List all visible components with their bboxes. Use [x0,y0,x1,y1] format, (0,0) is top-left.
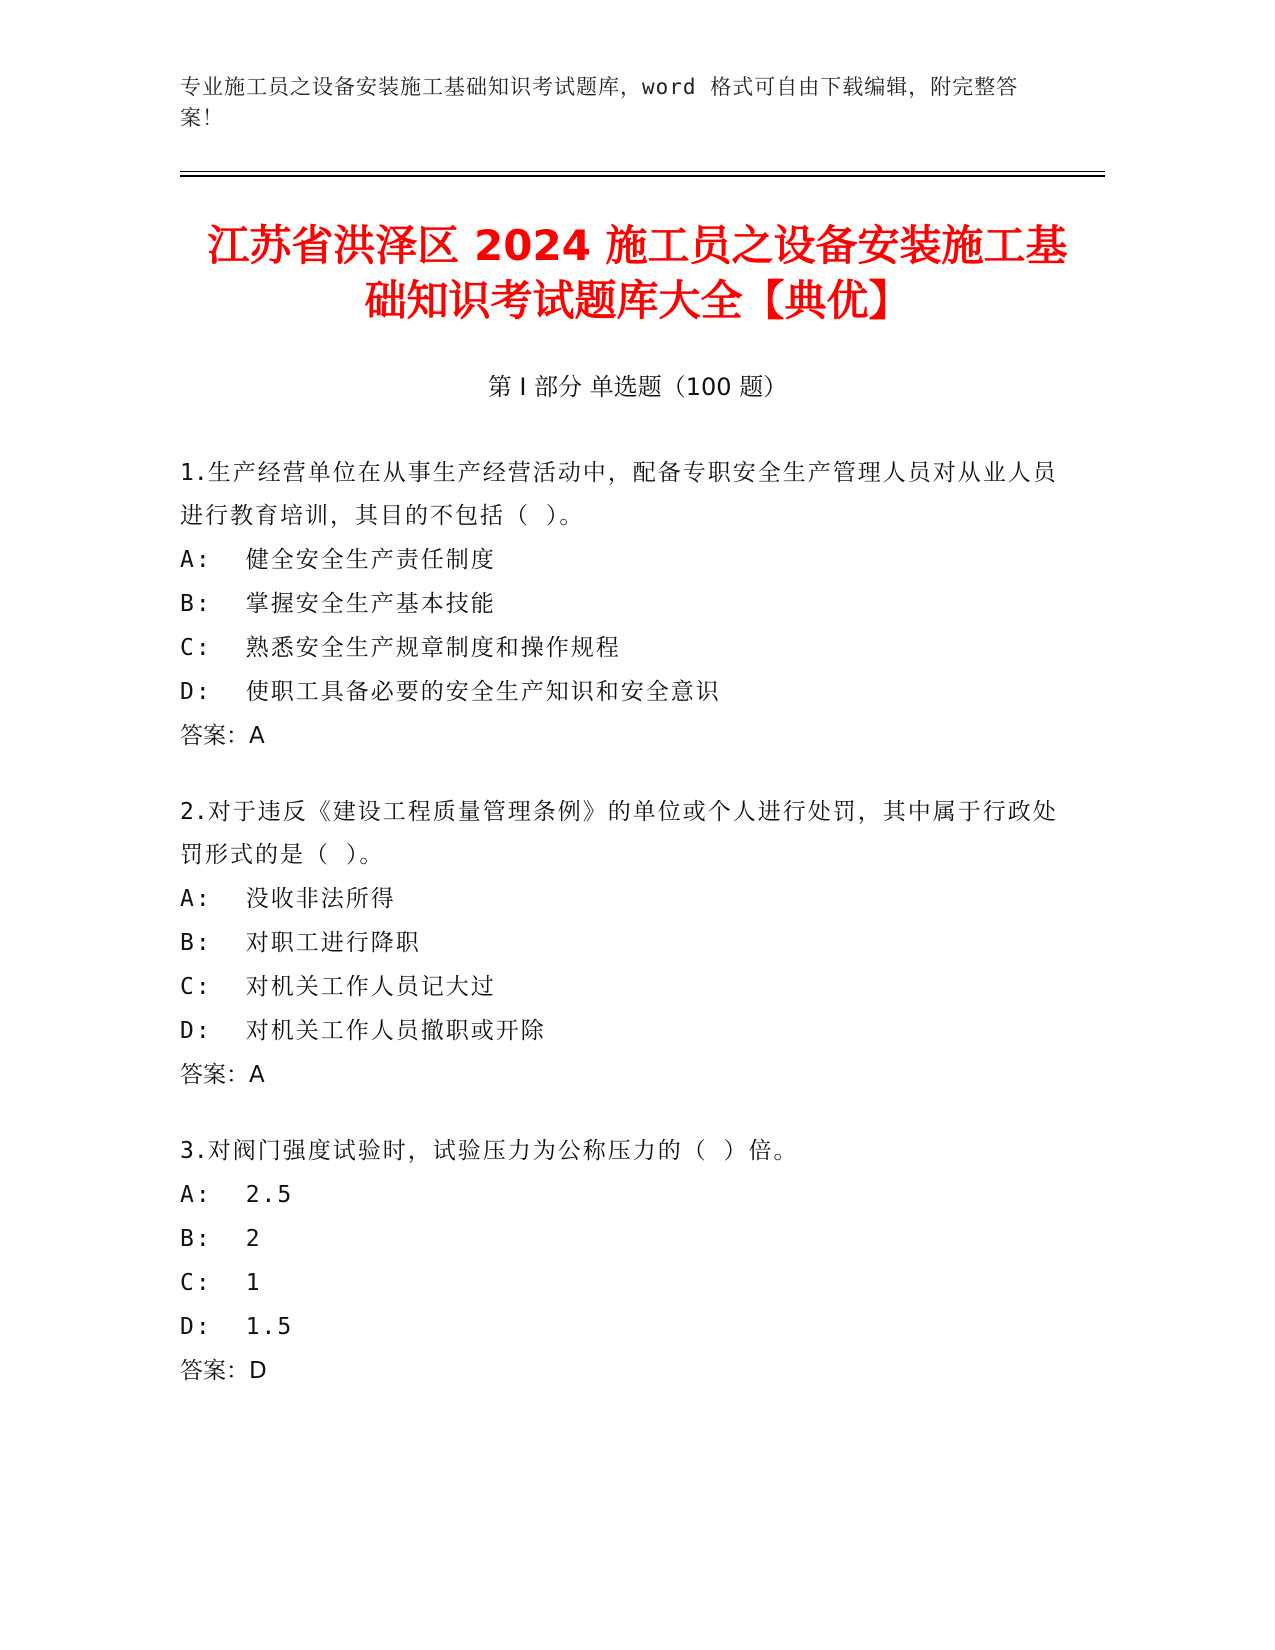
option-d [180,670,1080,714]
answer-label: 答案： [180,1062,249,1088]
question-number: 1. [180,460,208,486]
answer-value: A [249,1062,265,1088]
answer-line [180,1053,1080,1097]
option-text: 使职工具备必要的安全生产知识和安全意识 [245,679,721,705]
option-a [180,877,1080,921]
option-text: 1.5 [245,1314,294,1340]
question-stem [180,791,1080,877]
option-letter: B: [180,591,212,617]
header-rule-thin [180,171,1105,172]
document-title [150,218,1125,328]
question-list [180,452,1080,1426]
option-d [180,1009,1080,1053]
option-letter: A: [180,1182,212,1208]
question-number: 3. [180,1138,208,1164]
question-stem [180,1130,1080,1173]
header-rule-thick [180,175,1105,177]
option-text: 掌握安全生产基本技能 [245,591,496,617]
header-note: 专业施工员之设备安装施工基础知识考试题库，word 格式可自由下载编辑，附完整答案！ [180,75,1019,130]
answer-label: 答案： [180,723,249,749]
option-a [180,538,1080,582]
option-d [180,1305,1080,1349]
option-letter: B: [180,1226,212,1252]
document-title-line-1: 江苏省洪泽区 2024 施工员之设备安装施工基 [207,221,1068,270]
option-text: 1 [245,1270,262,1296]
answer-line [180,1349,1080,1393]
option-c [180,965,1080,1009]
question-1 [180,452,1080,758]
answer-value: D [249,1358,267,1384]
option-text: 健全安全生产责任制度 [245,547,496,573]
question-number: 2. [180,799,208,825]
option-text: 对机关工作人员撤职或开除 [245,1018,546,1044]
answer-value: A [249,723,265,749]
option-letter: D: [180,1018,212,1044]
option-text: 对职工进行降职 [245,930,421,956]
option-a [180,1173,1080,1217]
question-text: 对于违反《建设工程质量管理条例》的单位或个人进行处罚，其中属于行政处罚形式的是（ ）。 [180,799,1058,868]
option-text: 对机关工作人员记大过 [245,974,496,1000]
question-text: 生产经营单位在从事生产经营活动中，配备专职安全生产管理人员对从业人员进行教育培训，其目的不包括（ ）。 [180,460,1058,529]
option-letter: A: [180,886,212,912]
option-b [180,921,1080,965]
option-c [180,1261,1080,1305]
option-letter: C: [180,635,212,661]
option-text: 没收非法所得 [245,886,396,912]
option-text: 2 [245,1226,262,1252]
answer-label: 答案： [180,1358,249,1384]
option-b [180,582,1080,626]
option-c [180,626,1080,670]
answer-line [180,714,1080,758]
option-b [180,1217,1080,1261]
option-letter: D: [180,679,212,705]
question-stem [180,452,1080,538]
question-2 [180,791,1080,1097]
document-title-line-2: 础知识考试题库大全【典优】 [364,276,911,325]
option-letter: A: [180,547,212,573]
section-title: 第 I 部分 单选题（100 题） [487,373,788,401]
option-text: 熟悉安全生产规章制度和操作规程 [245,635,621,661]
option-text: 2.5 [245,1182,294,1208]
question-3 [180,1130,1080,1393]
option-letter: C: [180,974,212,1000]
option-letter: C: [180,1270,212,1296]
option-letter: B: [180,930,212,956]
question-text: 对阀门强度试验时，试验压力为公称压力的（ ）倍。 [207,1138,799,1164]
option-letter: D: [180,1314,212,1340]
